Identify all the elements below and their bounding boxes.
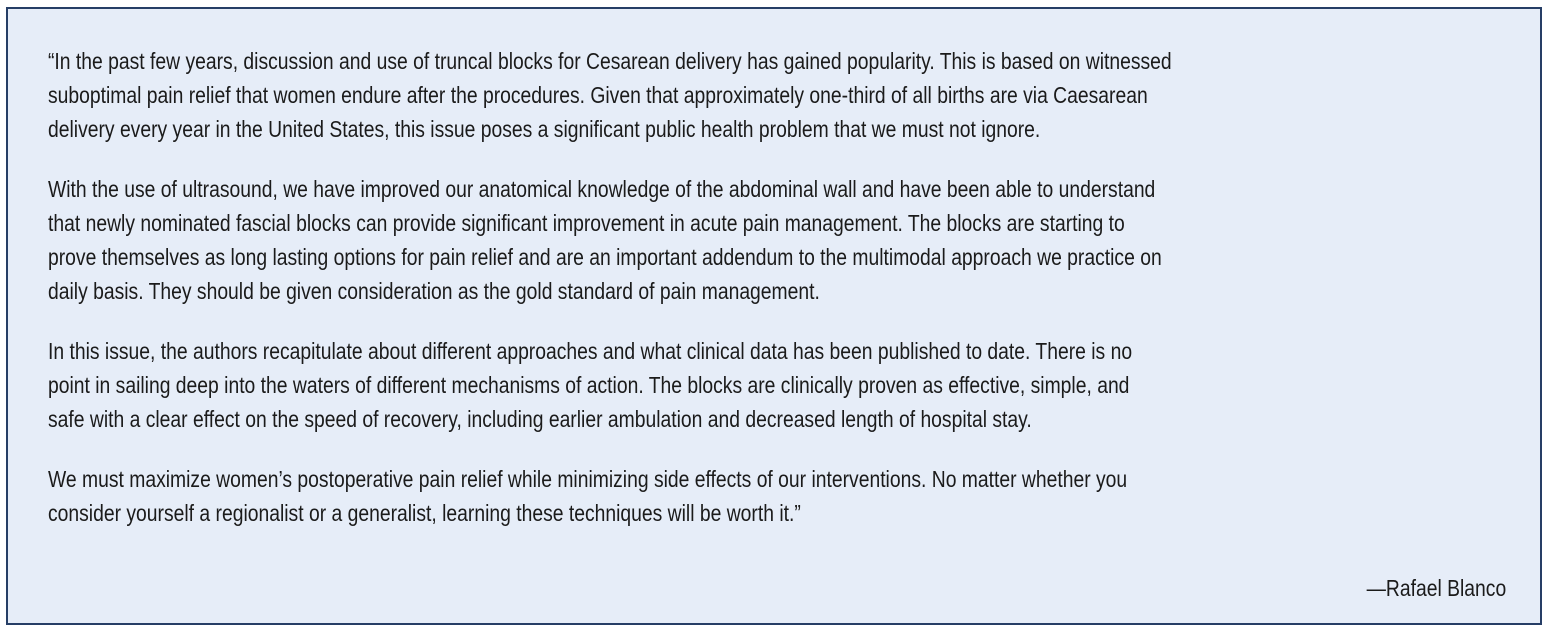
quote-paragraph-3 (48, 334, 1516, 436)
quote-paragraph-1 (48, 44, 1516, 146)
attribution: —Rafael Blanco (1366, 575, 1506, 601)
quote-text (48, 44, 1516, 556)
quote-line: With the use of ultrasound, we have improved our anatomical knowledge of the abdominal wall and have been able to understand (48, 176, 1156, 202)
quote-line: delivery every year in the United States, this issue poses a significant public health problem that we must not ignore. (48, 116, 1041, 142)
quote-box (6, 7, 1542, 625)
quote-paragraph-2 (48, 172, 1516, 308)
quote-line: safe with a clear effect on the speed of recovery, including earlier ambulation and decreased length of hospital stay. (48, 406, 1032, 432)
quote-line: point in sailing deep into the waters of different mechanisms of action. The blocks are clinically proven as effective, simple, and (48, 372, 1130, 398)
quote-line: daily basis. They should be given consideration as the gold standard of pain management. (48, 278, 820, 304)
quote-line: that newly nominated fascial blocks can provide significant improvement in acute pain management. The blocks are starting to (48, 210, 1125, 236)
quote-line: We must maximize women’s postoperative pain relief while minimizing side effects of our interventions. No matter whether you (48, 466, 1128, 492)
quote-line: prove themselves as long lasting options for pain relief and are an important addendum to the multimodal approach we practice on (48, 244, 1162, 270)
quote-line: “In the past few years, discussion and use of truncal blocks for Cesarean delivery has gained popularity. This is based on witnessed (48, 48, 1172, 74)
quote-line: consider yourself a regionalist or a generalist, learning these techniques will be worth it.” (48, 500, 801, 526)
quote-paragraph-4 (48, 462, 1516, 530)
quote-line: suboptimal pain relief that women endure after the procedures. Given that approximately one-third of all births are via Caesarean (48, 82, 1148, 108)
quote-line: In this issue, the authors recapitulate about different approaches and what clinical data has been published to date. There is no (48, 338, 1133, 364)
